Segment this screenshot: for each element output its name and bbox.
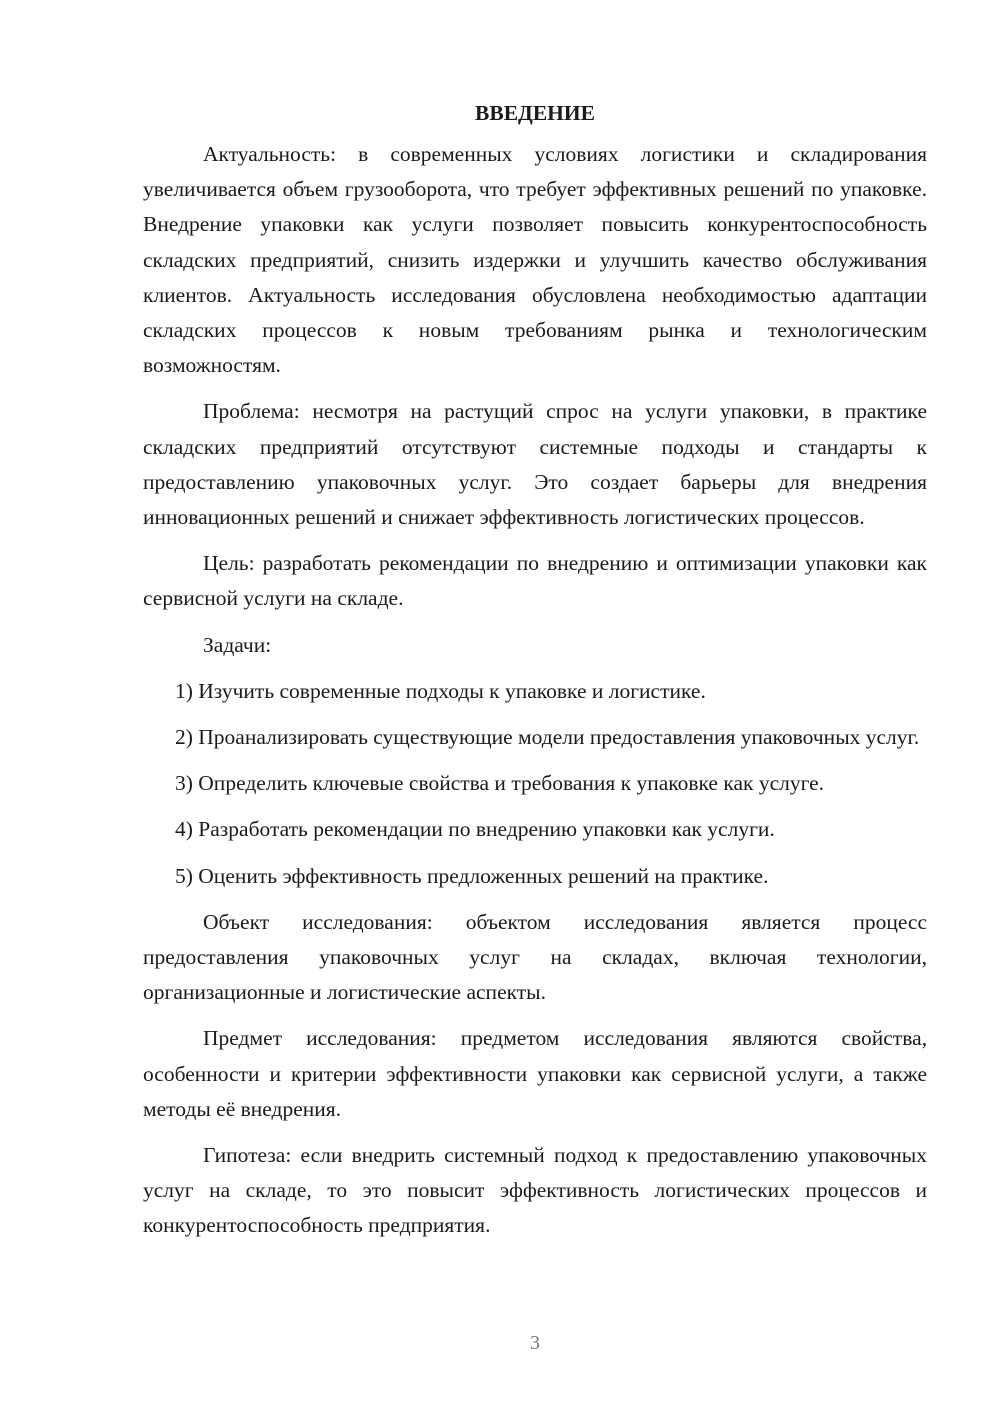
paragraph-hypothesis: Гипотеза: если внедрить системный подход к предоставлению упаковочных услуг на складе, то это повысит эффективность логистических процессов и конкурентоспособность предприятия. — [143, 1143, 927, 1238]
task-item-2: 2) Проанализировать существующие модели предоставления упаковочных услуг. — [175, 725, 920, 750]
task-item-4: 4) Разработать рекомендации по внедрению упаковки как услуги. — [175, 817, 775, 842]
task-item-1: 1) Изучить современные подходы к упаковке и логистике. — [175, 678, 706, 703]
task-item-3: 3) Определить ключевые свойства и требования к упаковке как услуге. — [175, 771, 825, 796]
paragraph-goal: Цель: разработать рекомендации по внедрению и оптимизации упаковки как сервисной услуги на складе. — [143, 551, 927, 611]
paragraph-actuality: Актуальность: в современных условиях логистики и складирования увеличивается объем грузооборота, что требует эффективных решений по упаковке. Внедрение упаковки как услуги позволяет повысить конкурентоспособность складских предприятий, снизить издержки и улучшить качество обслуживания клиентов. Актуальность исследования обусловлена необходимостью адаптации складских процессов к новым требованиям рынка и технологическим возможностям. — [143, 142, 927, 378]
task-item-5: 5) Оценить эффективность предложенных решений на практике. — [175, 863, 769, 888]
section-heading: ВВЕДЕНИЕ — [475, 101, 595, 125]
paragraph-object: Объект исследования: объектом исследования является процесс предоставления упаковочных услуг на складах, включая технологии, организационные и логистические аспекты. — [143, 909, 927, 1005]
paragraph-problem: Проблема: несмотря на растущий спрос на услуги упаковки, в практике складских предприятий отсутствуют системные подходы и стандарты к предоставлению упаковочных услуг. Это создает барьеры для внедрения инновационных решений и снижает эффективность логистических процессов. — [143, 399, 927, 530]
paragraph-subject: Предмет исследования: предметом исследования являются свойства, особенности и критерии эффективности упаковки как сервисной услуги, а также методы её внедрения. — [143, 1026, 927, 1121]
document-body — [143, 96, 927, 1255]
page-number: 3 — [530, 1332, 540, 1354]
tasks-label: Задачи: — [203, 632, 272, 657]
